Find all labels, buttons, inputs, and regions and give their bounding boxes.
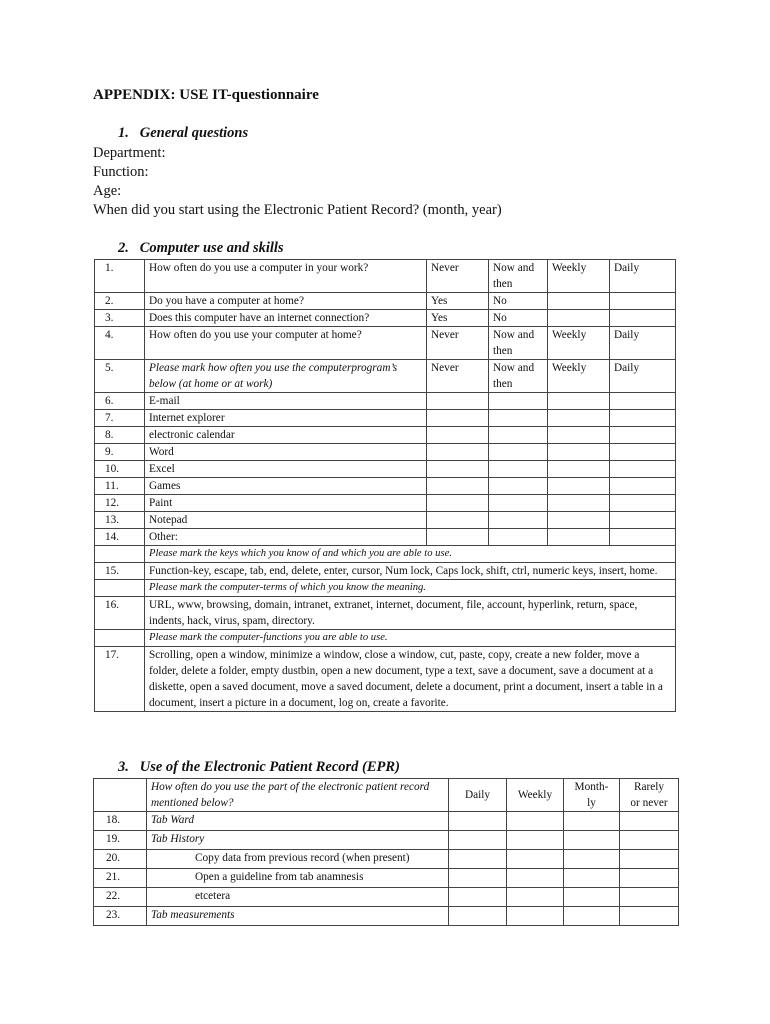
question-text: Notepad xyxy=(145,512,427,529)
answer-option[interactable]: Now and then xyxy=(489,327,548,360)
answer-cell[interactable] xyxy=(489,495,548,512)
answer-cell[interactable] xyxy=(489,512,548,529)
answer-option[interactable]: Never xyxy=(427,260,489,293)
epr-item-label: Copy data from previous record (when present) xyxy=(147,850,449,869)
question-function: Function: xyxy=(93,164,149,180)
instruction-row xyxy=(95,546,676,563)
row-number xyxy=(95,580,145,597)
section-number: 3. xyxy=(118,759,129,775)
answer-cell[interactable] xyxy=(427,410,489,427)
instruction-row xyxy=(95,630,676,647)
row-number: 23. xyxy=(94,907,147,926)
epr-item-label: Tab Ward xyxy=(147,812,449,831)
header-weekly: Weekly xyxy=(507,779,564,812)
answer-cell[interactable] xyxy=(610,529,676,546)
row-number: 8. xyxy=(95,427,145,444)
answer-cell[interactable] xyxy=(610,495,676,512)
answer-cell[interactable] xyxy=(489,478,548,495)
frequency-cell[interactable] xyxy=(620,812,679,831)
row-number: 11. xyxy=(95,478,145,495)
frequency-cell[interactable] xyxy=(507,812,564,831)
answer-option[interactable]: Never xyxy=(427,360,489,393)
answer-cell[interactable] xyxy=(489,410,548,427)
question-text: Does this computer have an internet connection? xyxy=(145,310,427,327)
answer-cell[interactable] xyxy=(548,529,610,546)
answer-option[interactable]: No xyxy=(489,293,548,310)
frequency-cell[interactable] xyxy=(507,831,564,850)
epr-item-label: Open a guideline from tab anamnesis xyxy=(147,869,449,888)
question-text: E-mail xyxy=(145,393,427,410)
row-number: 18. xyxy=(94,812,147,831)
table-row xyxy=(95,563,676,580)
table-row xyxy=(95,529,676,546)
header-monthly: Month- ly xyxy=(564,779,620,812)
section-heading-epr xyxy=(118,759,400,776)
frequency-cell[interactable] xyxy=(620,850,679,869)
row-number: 13. xyxy=(95,512,145,529)
term-list[interactable]: URL, www, browsing, domain, intranet, extranet, internet, document, file, account, hyperlink, return, space, indents, hack, virus, spam, directory. xyxy=(145,597,676,630)
frequency-cell[interactable] xyxy=(620,869,679,888)
section-title: General questions xyxy=(139,125,249,141)
answer-option[interactable] xyxy=(548,310,610,327)
answer-option[interactable]: No xyxy=(489,310,548,327)
table-row xyxy=(95,647,676,712)
frequency-cell[interactable] xyxy=(620,888,679,907)
row-number: 14. xyxy=(95,529,145,546)
instruction-text: Please mark the keys which you know of and which you are able to use. xyxy=(145,546,676,563)
answer-cell[interactable] xyxy=(548,512,610,529)
term-list[interactable]: Scrolling, open a window, minimize a window, close a window, cut, paste, copy, create a new folder, move a folder, delete a folder, empty dustbin, open a new document, type a text, save a document, save a document at a diskette, open a saved document, move a saved document, delete a document, print a document, insert a table in a document, insert a picture in a document, log on, create a favorite. xyxy=(145,647,676,712)
table-header-row xyxy=(94,779,679,812)
computer-use-table xyxy=(94,259,676,712)
row-number: 12. xyxy=(95,495,145,512)
frequency-cell[interactable] xyxy=(507,907,564,926)
frequency-cell[interactable] xyxy=(620,831,679,850)
row-number xyxy=(94,779,147,812)
answer-option[interactable] xyxy=(548,293,610,310)
section-heading-general xyxy=(118,125,248,142)
frequency-cell[interactable] xyxy=(564,888,620,907)
question-text: Paint xyxy=(145,495,427,512)
instruction-text: Please mark the computer-functions you are able to use. xyxy=(145,630,676,647)
frequency-cell[interactable] xyxy=(449,812,507,831)
table-row xyxy=(94,831,679,850)
answer-cell[interactable] xyxy=(489,444,548,461)
answer-cell[interactable] xyxy=(610,410,676,427)
table-row xyxy=(95,495,676,512)
answer-cell[interactable] xyxy=(548,444,610,461)
epr-item-label: Tab measurements xyxy=(147,907,449,926)
epr-item-label: Tab History xyxy=(147,831,449,850)
answer-cell[interactable] xyxy=(548,461,610,478)
table-row xyxy=(95,393,676,410)
section-number: 1. xyxy=(118,125,129,141)
table-row xyxy=(95,360,676,393)
question-text: Do you have a computer at home? xyxy=(145,293,427,310)
answer-cell[interactable] xyxy=(548,427,610,444)
table-row xyxy=(95,444,676,461)
answer-option[interactable]: Weekly xyxy=(548,327,610,360)
epr-use-table xyxy=(93,778,679,926)
frequency-cell[interactable] xyxy=(564,869,620,888)
frequency-cell[interactable] xyxy=(564,831,620,850)
row-number: 2. xyxy=(95,293,145,310)
frequency-cell[interactable] xyxy=(449,831,507,850)
answer-cell[interactable] xyxy=(610,393,676,410)
answer-cell[interactable] xyxy=(548,410,610,427)
section-heading-computer-use xyxy=(118,240,284,257)
question-text: How often do you use a computer in your work? xyxy=(145,260,427,293)
instruction-row xyxy=(95,580,676,597)
question-text: electronic calendar xyxy=(145,427,427,444)
answer-cell[interactable] xyxy=(610,444,676,461)
row-number xyxy=(95,630,145,647)
question-epr-start: When did you start using the Electronic Patient Record? (month, year) xyxy=(93,202,502,218)
answer-option[interactable] xyxy=(610,310,676,327)
answer-cell[interactable] xyxy=(427,461,489,478)
header-rarely: Rarely or never xyxy=(620,779,679,812)
question-text: Internet explorer xyxy=(145,410,427,427)
table-row xyxy=(94,907,679,926)
row-number: 9. xyxy=(95,444,145,461)
frequency-cell[interactable] xyxy=(449,869,507,888)
answer-cell[interactable] xyxy=(427,393,489,410)
answer-option[interactable]: Yes xyxy=(427,310,489,327)
question-text: Games xyxy=(145,478,427,495)
answer-option[interactable]: Daily xyxy=(610,260,676,293)
table-row xyxy=(95,427,676,444)
answer-option[interactable]: Daily xyxy=(610,360,676,393)
answer-option[interactable]: Never xyxy=(427,327,489,360)
table-row xyxy=(94,869,679,888)
table-row xyxy=(95,461,676,478)
question-text: Please mark how often you use the computerprogram’s below (at home or at work) xyxy=(145,360,427,393)
question-text: Excel xyxy=(145,461,427,478)
answer-option[interactable] xyxy=(610,293,676,310)
answer-cell[interactable] xyxy=(427,478,489,495)
answer-cell[interactable] xyxy=(610,461,676,478)
answer-cell[interactable] xyxy=(489,393,548,410)
answer-option[interactable]: Now and then xyxy=(489,360,548,393)
row-number: 20. xyxy=(94,850,147,869)
table-row xyxy=(95,293,676,310)
answer-cell[interactable] xyxy=(427,427,489,444)
row-number: 6. xyxy=(95,393,145,410)
answer-cell[interactable] xyxy=(548,478,610,495)
table-row xyxy=(95,327,676,360)
frequency-cell[interactable] xyxy=(507,888,564,907)
frequency-cell[interactable] xyxy=(507,869,564,888)
table-row xyxy=(95,512,676,529)
row-number: 5. xyxy=(95,360,145,393)
frequency-cell[interactable] xyxy=(449,850,507,869)
table-row xyxy=(95,478,676,495)
question-age: Age: xyxy=(93,183,122,199)
answer-cell[interactable] xyxy=(427,529,489,546)
row-number: 22. xyxy=(94,888,147,907)
table-row xyxy=(94,812,679,831)
section-title: Computer use and skills xyxy=(139,240,284,256)
table-row xyxy=(95,597,676,630)
answer-cell[interactable] xyxy=(489,427,548,444)
answer-option[interactable]: Weekly xyxy=(548,360,610,393)
row-number: 3. xyxy=(95,310,145,327)
answer-cell[interactable] xyxy=(548,393,610,410)
instruction-text: Please mark the computer-terms of which you know the meaning. xyxy=(145,580,676,597)
answer-cell[interactable] xyxy=(548,495,610,512)
answer-cell[interactable] xyxy=(610,512,676,529)
epr-item-label: etcetera xyxy=(147,888,449,907)
row-number: 15. xyxy=(95,563,145,580)
question-text: Other: xyxy=(145,529,427,546)
page-title: APPENDIX: USE IT-questionnaire xyxy=(93,87,319,103)
header-question: How often do you use the part of the electronic patient record mentioned below? xyxy=(147,779,449,812)
row-number: 19. xyxy=(94,831,147,850)
row-number: 21. xyxy=(94,869,147,888)
frequency-cell[interactable] xyxy=(507,850,564,869)
answer-option[interactable]: Yes xyxy=(427,293,489,310)
term-list[interactable]: Function-key, escape, tab, end, delete, enter, cursor, Num lock, Caps lock, shift, ctrl, numeric keys, insert, home. xyxy=(145,563,676,580)
answer-cell[interactable] xyxy=(427,444,489,461)
frequency-cell[interactable] xyxy=(564,812,620,831)
frequency-cell[interactable] xyxy=(564,907,620,926)
frequency-cell[interactable] xyxy=(620,907,679,926)
table-row xyxy=(95,310,676,327)
answer-cell[interactable] xyxy=(610,427,676,444)
answer-cell[interactable] xyxy=(610,478,676,495)
row-number: 10. xyxy=(95,461,145,478)
question-text: How often do you use your computer at home? xyxy=(145,327,427,360)
answer-option[interactable]: Weekly xyxy=(548,260,610,293)
row-number: 1. xyxy=(95,260,145,293)
row-number: 4. xyxy=(95,327,145,360)
row-number: 17. xyxy=(95,647,145,712)
row-number xyxy=(95,546,145,563)
table-row xyxy=(94,888,679,907)
frequency-cell[interactable] xyxy=(564,850,620,869)
answer-option[interactable]: Now and then xyxy=(489,260,548,293)
table-row xyxy=(95,260,676,293)
table-row xyxy=(95,410,676,427)
answer-cell[interactable] xyxy=(427,495,489,512)
question-department: Department: xyxy=(93,145,166,161)
answer-cell[interactable] xyxy=(489,529,548,546)
answer-cell[interactable] xyxy=(489,461,548,478)
question-text: Word xyxy=(145,444,427,461)
answer-option[interactable]: Daily xyxy=(610,327,676,360)
frequency-cell[interactable] xyxy=(449,888,507,907)
section-number: 2. xyxy=(118,240,129,256)
header-daily: Daily xyxy=(449,779,507,812)
table-row xyxy=(94,850,679,869)
answer-cell[interactable] xyxy=(427,512,489,529)
frequency-cell[interactable] xyxy=(449,907,507,926)
row-number: 7. xyxy=(95,410,145,427)
row-number: 16. xyxy=(95,597,145,630)
section-title: Use of the Electronic Patient Record (EPR) xyxy=(139,759,400,775)
